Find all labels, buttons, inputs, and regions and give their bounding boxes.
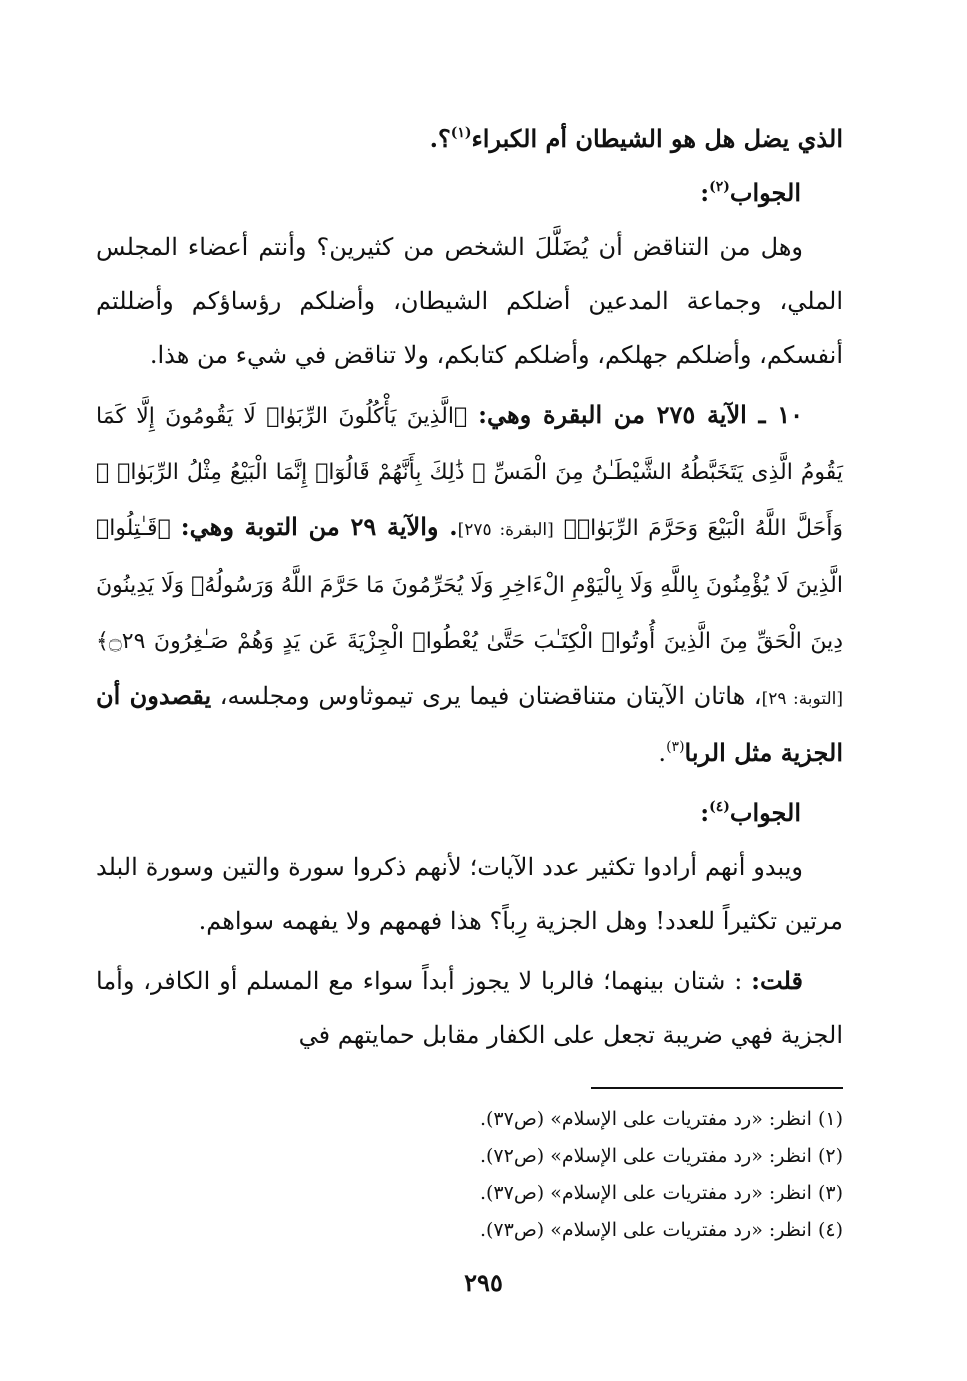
question-period: .: [658, 739, 667, 767]
commentary-paragraph: [96, 954, 843, 1062]
answer-heading: [96, 166, 843, 220]
commentary-text: : شتان بينهما؛ فالربا لا يجوز أبداً سواء مع المسلم أو الكافر، وأما الجزية فهي ضريبة تجعل على الكفار مقابل حمايتهم في: [96, 967, 843, 1049]
question-claim: ، هاتان الآيتان متناقضتان فيما يرى تيموثاوس ومجلسه،: [219, 682, 762, 710]
footnotes: [96, 1101, 843, 1249]
footnote-marker: (٢): [709, 179, 730, 195]
answer-paragraph: وهل من التناقض أن يُضَلَّلَ الشخص من كثيرين؟ وأنتم أعضاء المجلس الملي، وجماعة المدعين أضلكم الشيطان، وأضلكم رؤساؤكم وأضللتم أنفسكم، وأضلكم جهلكم، وأضلكم كتابكم، ولا تناقض في شيء من هذا.: [96, 233, 843, 369]
answer-paragraph: ويبدو أنهم أرادوا تكثير عدد الآيات؛ لأنهم ذكروا سورة والتين وسورة البلد مرتين تكثيراً للعدد! وهل الجزية رِباً؟ هذا فهمهم ولا يفهمه سواهم.: [96, 853, 843, 935]
verse-reference: [التوبة: ٢٩]: [761, 689, 843, 709]
body-text: [96, 112, 843, 1062]
page-number: ٢٩٥: [464, 1268, 503, 1297]
question-paragraph: [96, 388, 843, 780]
footnote-item: (٣) انظر: «رد مفتريات على الإسلام» (ص٣٧).: [479, 1182, 843, 1204]
question-intro: ١٠ ـ الآية ٢٧٥ من البقرة وهي:: [478, 400, 804, 429]
answer-label: الجواب: [729, 798, 801, 827]
footnote-item: (١) انظر: «رد مفتريات على الإسلام» (ص٣٧).: [479, 1108, 843, 1130]
question-text: الذي يضل هل هو الشيطان أم الكبراء: [471, 124, 843, 153]
answer-colon: :: [700, 798, 710, 827]
footnote-item: (٢) انظر: «رد مفتريات على الإسلام» (ص٧٢).: [479, 1145, 843, 1167]
answer-heading: [96, 786, 843, 840]
question-intro-second: . والآية ٢٩ من التوبة وهي:: [180, 512, 458, 541]
quran-verse: ﴿الَّذِينَ يَأْكُلُونَ الرِّبَوٰا۟ لَا يَقُومُونَ إِلَّا كَمَا يَقُومُ الَّذِى يَتَخَبَّطُهُ الشَّيْطَـٰنُ مِنَ الْمَسِّ ۚ ذَٰلِكَ بِأَنَّهُمْ قَالُوٓا۟ إِنَّمَا الْبَيْعُ مِثْلُ الرِّبَوٰا۟ ۗ وَأَحَلَّ اللَّهُ الْبَيْعَ وَحَرَّمَ الرِّبَوٰا۟﴾: [96, 404, 843, 541]
footnote-marker: (١): [450, 125, 472, 141]
question-end: ؟.: [429, 124, 451, 153]
footnote-item: (٤) انظر: «رد مفتريات على الإسلام» (ص٧٣).: [479, 1219, 843, 1241]
footnote-marker: (٣): [666, 739, 685, 755]
question-continuation: [96, 112, 843, 166]
footnote-divider: [591, 1087, 843, 1089]
question-claim-bold: يقصدون أن الجزية مثل الربا: [96, 681, 843, 767]
answer-label: الجواب: [729, 178, 801, 207]
quran-verse: ﴿قَـٰتِلُوا۟ الَّذِينَ لَا يُؤْمِنُونَ بِاللَّهِ وَلَا بِالْيَوْمِ الْءَاخِرِ وَلَا يُحَرِّمُونَ مَا حَرَّمَ اللَّهُ وَرَسُولُهُۥ وَلَا يَدِينُونَ دِينَ الْحَقِّ مِنَ الَّذِينَ أُوتُوا۟ الْكِتَـٰبَ حَتَّىٰ يُعْطُوا۟ الْجِزْيَةَ عَن يَدٍ وَهُمْ صَـٰغِرُونَ ۝٢٩﴾: [96, 516, 843, 654]
answer-colon: :: [700, 178, 710, 207]
verse-reference: [البقرة: ٢٧٥]: [457, 520, 554, 540]
commentary-label: قلت:: [751, 966, 803, 995]
footnote-marker: (٤): [709, 799, 730, 815]
